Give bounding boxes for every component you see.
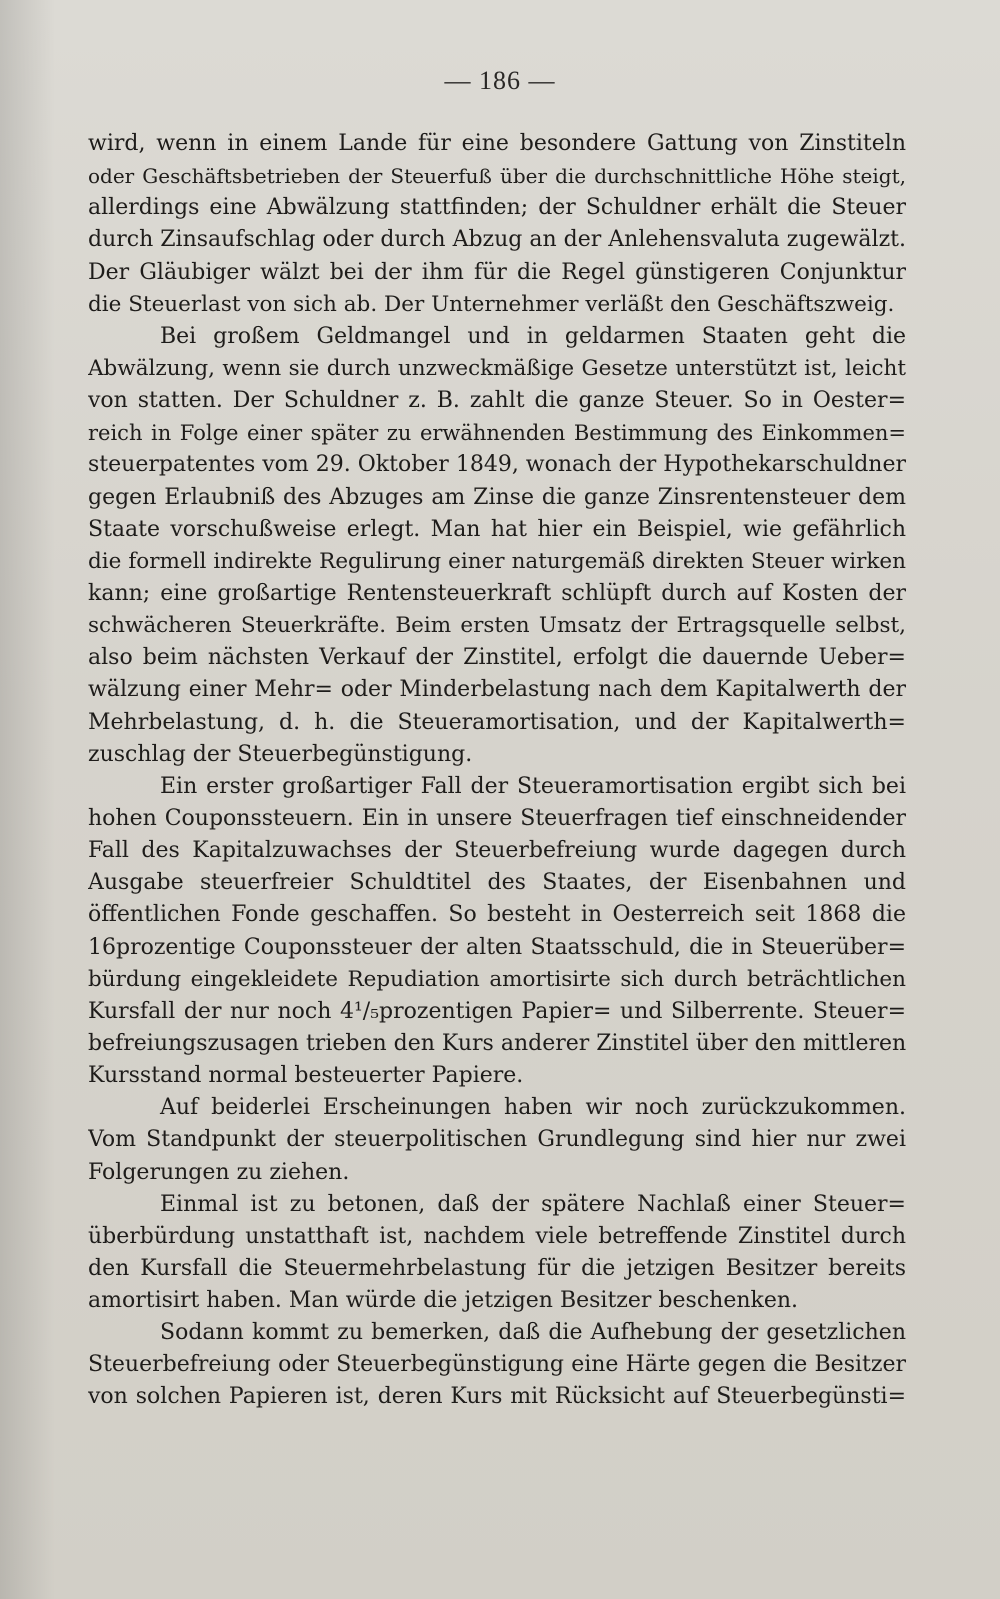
text-line: Ein erster großartiger Fall der Steueramortisation ergibt sich bei [160, 773, 906, 799]
body-text [88, 128, 906, 1414]
text-line: amortisirt haben. Man würde die jetzigen Besitzer beschenken. [88, 1288, 799, 1314]
page-number: — 186 — [444, 66, 556, 95]
text-line: kann; eine großartige Rentensteuerkraft schlüpft durch auf Kosten der [88, 580, 906, 606]
text-line: hohen Couponssteuern. Ein in unsere Steuerfragen tief einschneidender [88, 805, 906, 831]
text-line: von solchen Papieren ist, deren Kurs mit Rücksicht auf Steuerbegünsti= [88, 1384, 906, 1410]
text-line: die formell indirekte Regulirung einer naturgemäß direkten Steuer wirken [88, 548, 906, 574]
text-line: oder Geschäftsbetrieben der Steuerfuß über die durchschnittliche Höhe steigt, [88, 164, 906, 189]
text-line: Sodann kommt zu bemerken, daß die Aufhebung der gesetzlichen [160, 1320, 906, 1346]
text-line: von statten. Der Schuldner z. B. zahlt die ganze Steuer. So in Oester= [88, 388, 906, 414]
text-line: gegen Erlaubniß des Abzuges am Zinse die ganze Zinsrentensteuer dem [88, 484, 906, 510]
text-line: befreiungszusagen trieben den Kurs anderer Zinstitel über den mittleren [88, 1030, 906, 1056]
text-line: zuschlag der Steuerbegünstigung. [88, 741, 473, 767]
text-line: die Steuerlast von sich ab. Der Unternehmer verläßt den Geschäftszweig. [88, 291, 895, 317]
text-line: 16prozentige Couponssteuer der alten Staatsschuld, die in Steuerüber= [88, 934, 906, 960]
text-line: Kursstand normal besteuerter Papiere. [88, 1063, 524, 1089]
text-line: Mehrbelastung, d. h. die Steueramortisation, und der Kapitalwerth= [88, 709, 906, 735]
text-line: Der Gläubiger wälzt bei der ihm für die Regel günstigeren Conjunktur [88, 259, 906, 285]
text-line: Steuerbefreiung oder Steuerbegünstigung eine Härte gegen die Besitzer [88, 1352, 906, 1378]
text-line: Kursfall der nur noch 4¹/₅prozentigen Papier= und Silberrente. Steuer= [88, 998, 906, 1024]
text-line: Bei großem Geldmangel und in geldarmen Staaten geht die [160, 323, 906, 349]
text-line: Abwälzung, wenn sie durch unzweckmäßige Gesetze unterstützt ist, leicht [88, 355, 906, 381]
text-line: Einmal ist zu betonen, daß der spätere Nachlaß einer Steuer= [160, 1191, 906, 1217]
text-line: öffentlichen Fonde geschaffen. So besteht in Oesterreich seit 1868 die [88, 902, 906, 928]
text-line: durch Zinsaufschlag oder durch Abzug an der Anlehensvaluta zugewälzt. [88, 227, 906, 253]
text-line: also beim nächsten Verkauf der Zinstitel, erfolgt die dauernde Ueber= [88, 645, 906, 671]
text-line: Fall des Kapitalzuwachses der Steuerbefreiung wurde dagegen durch [88, 838, 906, 864]
text-line: Staate vorschußweise erlegt. Man hat hier ein Beispiel, wie gefährlich [88, 516, 906, 542]
text-line: Auf beiderlei Erscheinungen haben wir noch zurückzukommen. [160, 1095, 906, 1121]
text-line: steuerpatentes vom 29. Oktober 1849, wonach der Hypothekarschuldner [88, 452, 906, 478]
text-line: überbürdung unstatthaft ist, nachdem viele betreffende Zinstitel durch [88, 1223, 906, 1249]
text-line: Vom Standpunkt der steuerpolitischen Grundlegung sind hier nur zwei [88, 1127, 906, 1153]
text-line: den Kursfall die Steuermehrbelastung für die jetzigen Besitzer bereits [88, 1255, 906, 1281]
text-line: Folgerungen zu ziehen. [88, 1159, 350, 1185]
text-line: wälzung einer Mehr= oder Minderbelastung nach dem Kapitalwerth der [88, 677, 906, 703]
text-line: schwächeren Steuerkräfte. Beim ersten Umsatz der Ertragsquelle selbst, [88, 613, 906, 639]
text-line: Ausgabe steuerfreier Schuldtitel des Staates, der Eisenbahnen und [88, 870, 906, 896]
text-line: bürdung eingekleidete Repudiation amortisirte sich durch beträchtlichen [88, 966, 906, 992]
text-line: reich in Folge einer später zu erwähnenden Bestimmung des Einkommen= [88, 421, 906, 446]
text-line: wird, wenn in einem Lande für eine besondere Gattung von Zinstiteln [88, 131, 906, 156]
text-line: allerdings eine Abwälzung stattfinden; der Schuldner erhält die Steuer [88, 195, 906, 221]
